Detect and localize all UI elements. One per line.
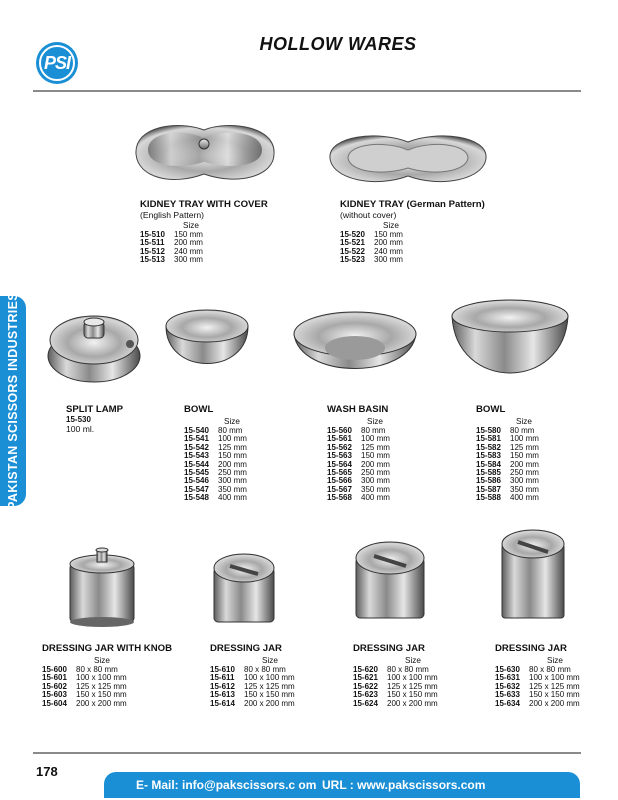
product-code: 15-602 — [42, 681, 67, 691]
size-row — [42, 700, 172, 708]
product-size: 200 x 200 mm — [529, 698, 580, 708]
product-size: 150 x 150 mm — [244, 690, 295, 700]
product-size: 240 mm — [174, 246, 203, 256]
size-list — [327, 427, 390, 503]
size-list — [210, 666, 295, 708]
size-list — [140, 231, 268, 265]
product-code: 15-541 — [184, 434, 209, 444]
company-logo: PSI — [36, 42, 78, 84]
product-size: 150 x 150 mm — [387, 690, 438, 700]
product-size: 100 x 100 mm — [244, 673, 295, 683]
product-size: 100 x 100 mm — [529, 673, 580, 683]
product-size: 200 x 200 mm — [76, 698, 127, 708]
product-size: 80 x 80 mm — [244, 665, 286, 674]
product-size: 125 x 125 mm — [76, 681, 127, 691]
product-code: 15-624 — [353, 698, 378, 708]
product-code: 15-547 — [184, 484, 209, 494]
dressing-jar-with-knob-image — [66, 546, 138, 628]
product-bowl — [184, 404, 247, 503]
product-code: 15-630 — [495, 665, 520, 674]
product-code: 15-568 — [327, 493, 352, 503]
product-name: KIDNEY TRAY (German Pattern) — [340, 199, 485, 210]
size-row — [327, 494, 390, 502]
size-header: Size — [224, 417, 240, 426]
product-code: 15-588 — [476, 493, 501, 503]
product-size: 80 x 80 mm — [76, 665, 118, 674]
product-code: 15-513 — [140, 255, 165, 265]
product-code: 15-632 — [495, 681, 520, 691]
product-size: 400 mm — [361, 493, 390, 503]
product-code: 15-566 — [327, 476, 352, 486]
size-list — [340, 231, 485, 265]
product-size: 200 x 200 mm — [244, 698, 295, 708]
product-size: 80 mm — [218, 426, 243, 435]
product-code: 15-621 — [353, 673, 378, 683]
product-code: 15-614 — [210, 698, 235, 708]
kidney-tray-with-cover-image — [128, 116, 280, 192]
product-size: 250 mm — [218, 468, 247, 478]
product-size: 125 mm — [218, 442, 247, 452]
size-row — [353, 700, 438, 708]
product-size: 80 mm — [361, 426, 386, 435]
product-code: 15-584 — [476, 459, 501, 469]
product-code: 15-601 — [42, 673, 67, 683]
product-kidney-tray-with-cover — [140, 199, 268, 265]
product-size: 150 mm — [361, 451, 390, 461]
product-code: 15-512 — [140, 246, 165, 256]
size-row — [340, 256, 485, 264]
product-code: 15-581 — [476, 434, 501, 444]
size-row — [140, 256, 268, 264]
product-code: 15-565 — [327, 468, 352, 478]
product-code: 15-634 — [495, 698, 520, 708]
product-size: 125 x 125 mm — [244, 681, 295, 691]
product-size: 80 x 80 mm — [387, 665, 429, 674]
product-size: 150 x 150 mm — [76, 690, 127, 700]
product-size: 100 x 100 mm — [387, 673, 438, 683]
product-size: 100 mm — [510, 434, 539, 444]
product-code: 15-633 — [495, 690, 520, 700]
size-header: Size — [383, 221, 399, 230]
product-name: BOWL — [476, 404, 506, 415]
product-dressing-jar — [210, 643, 295, 708]
product-size: 200 mm — [174, 238, 203, 248]
product-code: 15-631 — [495, 673, 520, 683]
product-size: 350 mm — [218, 484, 247, 494]
product-size: 100 mm — [218, 434, 247, 444]
product-size: 200 mm — [218, 459, 247, 469]
size-header: Size — [94, 656, 110, 665]
product-size: 300 mm — [374, 255, 403, 265]
product-code: 15-603 — [42, 690, 67, 700]
product-code: 15-610 — [210, 665, 235, 674]
wash-basin-image — [290, 308, 420, 384]
page-number: 178 — [36, 764, 58, 779]
dressing-jar-3-image — [498, 526, 568, 626]
product-bowl-deep — [476, 404, 539, 503]
product-code: 15-544 — [184, 459, 209, 469]
product-code: 15-580 — [476, 426, 501, 435]
product-size: 250 mm — [361, 468, 390, 478]
product-size: 240 mm — [374, 246, 403, 256]
product-size: 150 mm — [218, 451, 247, 461]
product-size: 80 mm — [510, 426, 535, 435]
page-title: HOLLOW WARES — [259, 34, 417, 54]
product-size: 300 mm — [174, 255, 203, 265]
product-code: 15-567 — [327, 484, 352, 494]
email-link[interactable]: E- Mail: info@pakscissors.c om — [136, 778, 317, 792]
product-size: 125 x 125 mm — [529, 681, 580, 691]
product-code: 15-520 — [340, 230, 365, 239]
product-code: 15-563 — [327, 451, 352, 461]
bottom-divider — [33, 752, 581, 754]
size-list — [353, 666, 438, 708]
product-subtitle: (without cover) — [340, 210, 397, 220]
bowl-image — [162, 306, 252, 384]
product-size: 100 x 100 mm — [76, 673, 127, 683]
product-code: 15-583 — [476, 451, 501, 461]
product-size: 200 mm — [361, 459, 390, 469]
website-link[interactable]: URL : www.pakscissors.com — [322, 778, 486, 792]
product-size: 200 mm — [374, 238, 403, 248]
product-size: 150 mm — [374, 230, 403, 239]
product-name: DRESSING JAR — [210, 643, 282, 654]
product-dressing-jar-2 — [353, 643, 438, 708]
sidebar-tab — [0, 292, 26, 510]
product-size: 400 mm — [218, 493, 247, 503]
product-name: BOWL — [184, 404, 214, 415]
product-code: 15-560 — [327, 426, 352, 435]
product-code: 15-562 — [327, 442, 352, 452]
size-header: Size — [405, 656, 421, 665]
product-size: 300 mm — [361, 476, 390, 486]
product-code: 15-622 — [353, 681, 378, 691]
product-code: 15-613 — [210, 690, 235, 700]
split-lamp-image — [44, 304, 144, 386]
product-code: 15-548 — [184, 493, 209, 503]
size-list — [495, 666, 580, 708]
product-wash-basin — [327, 404, 390, 503]
product-subtitle: (English Pattern) — [140, 210, 205, 220]
size-header: Size — [262, 656, 278, 665]
product-code: 15-545 — [184, 468, 209, 478]
product-size: 150 x 150 mm — [529, 690, 580, 700]
product-size: 150 mm — [174, 230, 203, 239]
product-code: 15-611 — [210, 673, 235, 683]
product-code: 15-511 — [140, 238, 165, 248]
dressing-jar-image — [212, 550, 276, 628]
size-row — [184, 494, 247, 502]
product-code: 15-543 — [184, 451, 209, 461]
product-size: 100 mm — [361, 434, 390, 444]
product-size: 125 x 125 mm — [387, 681, 438, 691]
product-size: 80 x 80 mm — [529, 665, 571, 674]
product-code: 15-612 — [210, 681, 235, 691]
product-code: 15-600 — [42, 665, 67, 674]
product-size: 350 mm — [510, 484, 539, 494]
size-row — [495, 700, 580, 708]
product-code: 15-546 — [184, 476, 209, 486]
product-capacity: 100 ml. — [66, 424, 95, 434]
product-code: 15-582 — [476, 442, 501, 452]
product-code: 15-587 — [476, 484, 501, 494]
product-size: 350 mm — [361, 484, 390, 494]
product-code: 15-623 — [353, 690, 378, 700]
size-header: Size — [516, 417, 532, 426]
product-name: WASH BASIN — [327, 404, 389, 415]
footer-bar — [104, 772, 580, 798]
size-list — [184, 427, 247, 503]
size-list — [42, 666, 172, 708]
product-name: SPLIT LAMP — [66, 404, 124, 415]
product-code: 15-522 — [340, 246, 365, 256]
size-row — [476, 494, 539, 502]
product-size: 400 mm — [510, 493, 539, 503]
product-code: 15-530 — [66, 415, 91, 424]
size-header: Size — [183, 221, 199, 230]
product-code: 15-540 — [184, 426, 209, 435]
product-dressing-jar-with-knob — [42, 643, 172, 708]
size-list — [476, 427, 539, 503]
product-size: 250 mm — [510, 468, 539, 478]
product-size: 200 x 200 mm — [387, 698, 438, 708]
product-size: 150 mm — [510, 451, 539, 461]
size-row — [210, 700, 295, 708]
product-size: 200 mm — [510, 459, 539, 469]
product-code: 15-604 — [42, 698, 67, 708]
product-code: 15-542 — [184, 442, 209, 452]
product-code: 15-564 — [327, 459, 352, 469]
product-dressing-jar-3 — [495, 643, 580, 708]
product-split-lamp — [66, 404, 123, 435]
product-name: DRESSING JAR — [353, 643, 425, 654]
sidebar-text: PAKISTAN SCISSORS INDUSTRIES — [6, 292, 20, 510]
product-size: 300 mm — [218, 476, 247, 486]
product-code: 15-521 — [340, 238, 365, 248]
top-divider — [33, 90, 581, 92]
size-header: Size — [367, 417, 383, 426]
product-size: 125 mm — [361, 442, 390, 452]
product-code: 15-561 — [327, 434, 352, 444]
product-code: 15-620 — [353, 665, 378, 674]
product-code: 15-510 — [140, 230, 165, 239]
product-code: 15-523 — [340, 255, 365, 265]
kidney-tray-german-image — [326, 128, 490, 190]
product-name: DRESSING JAR WITH KNOB — [42, 643, 173, 654]
product-kidney-tray-german — [340, 199, 485, 265]
product-name: DRESSING JAR — [495, 643, 567, 654]
product-size: 300 mm — [510, 476, 539, 486]
size-header: Size — [547, 656, 563, 665]
product-size: 125 mm — [510, 442, 539, 452]
product-name: KIDNEY TRAY WITH COVER — [140, 199, 268, 210]
bowl-deep-image — [448, 296, 572, 384]
dressing-jar-2-image — [352, 538, 428, 626]
product-code: 15-585 — [476, 468, 501, 478]
product-code: 15-586 — [476, 476, 501, 486]
